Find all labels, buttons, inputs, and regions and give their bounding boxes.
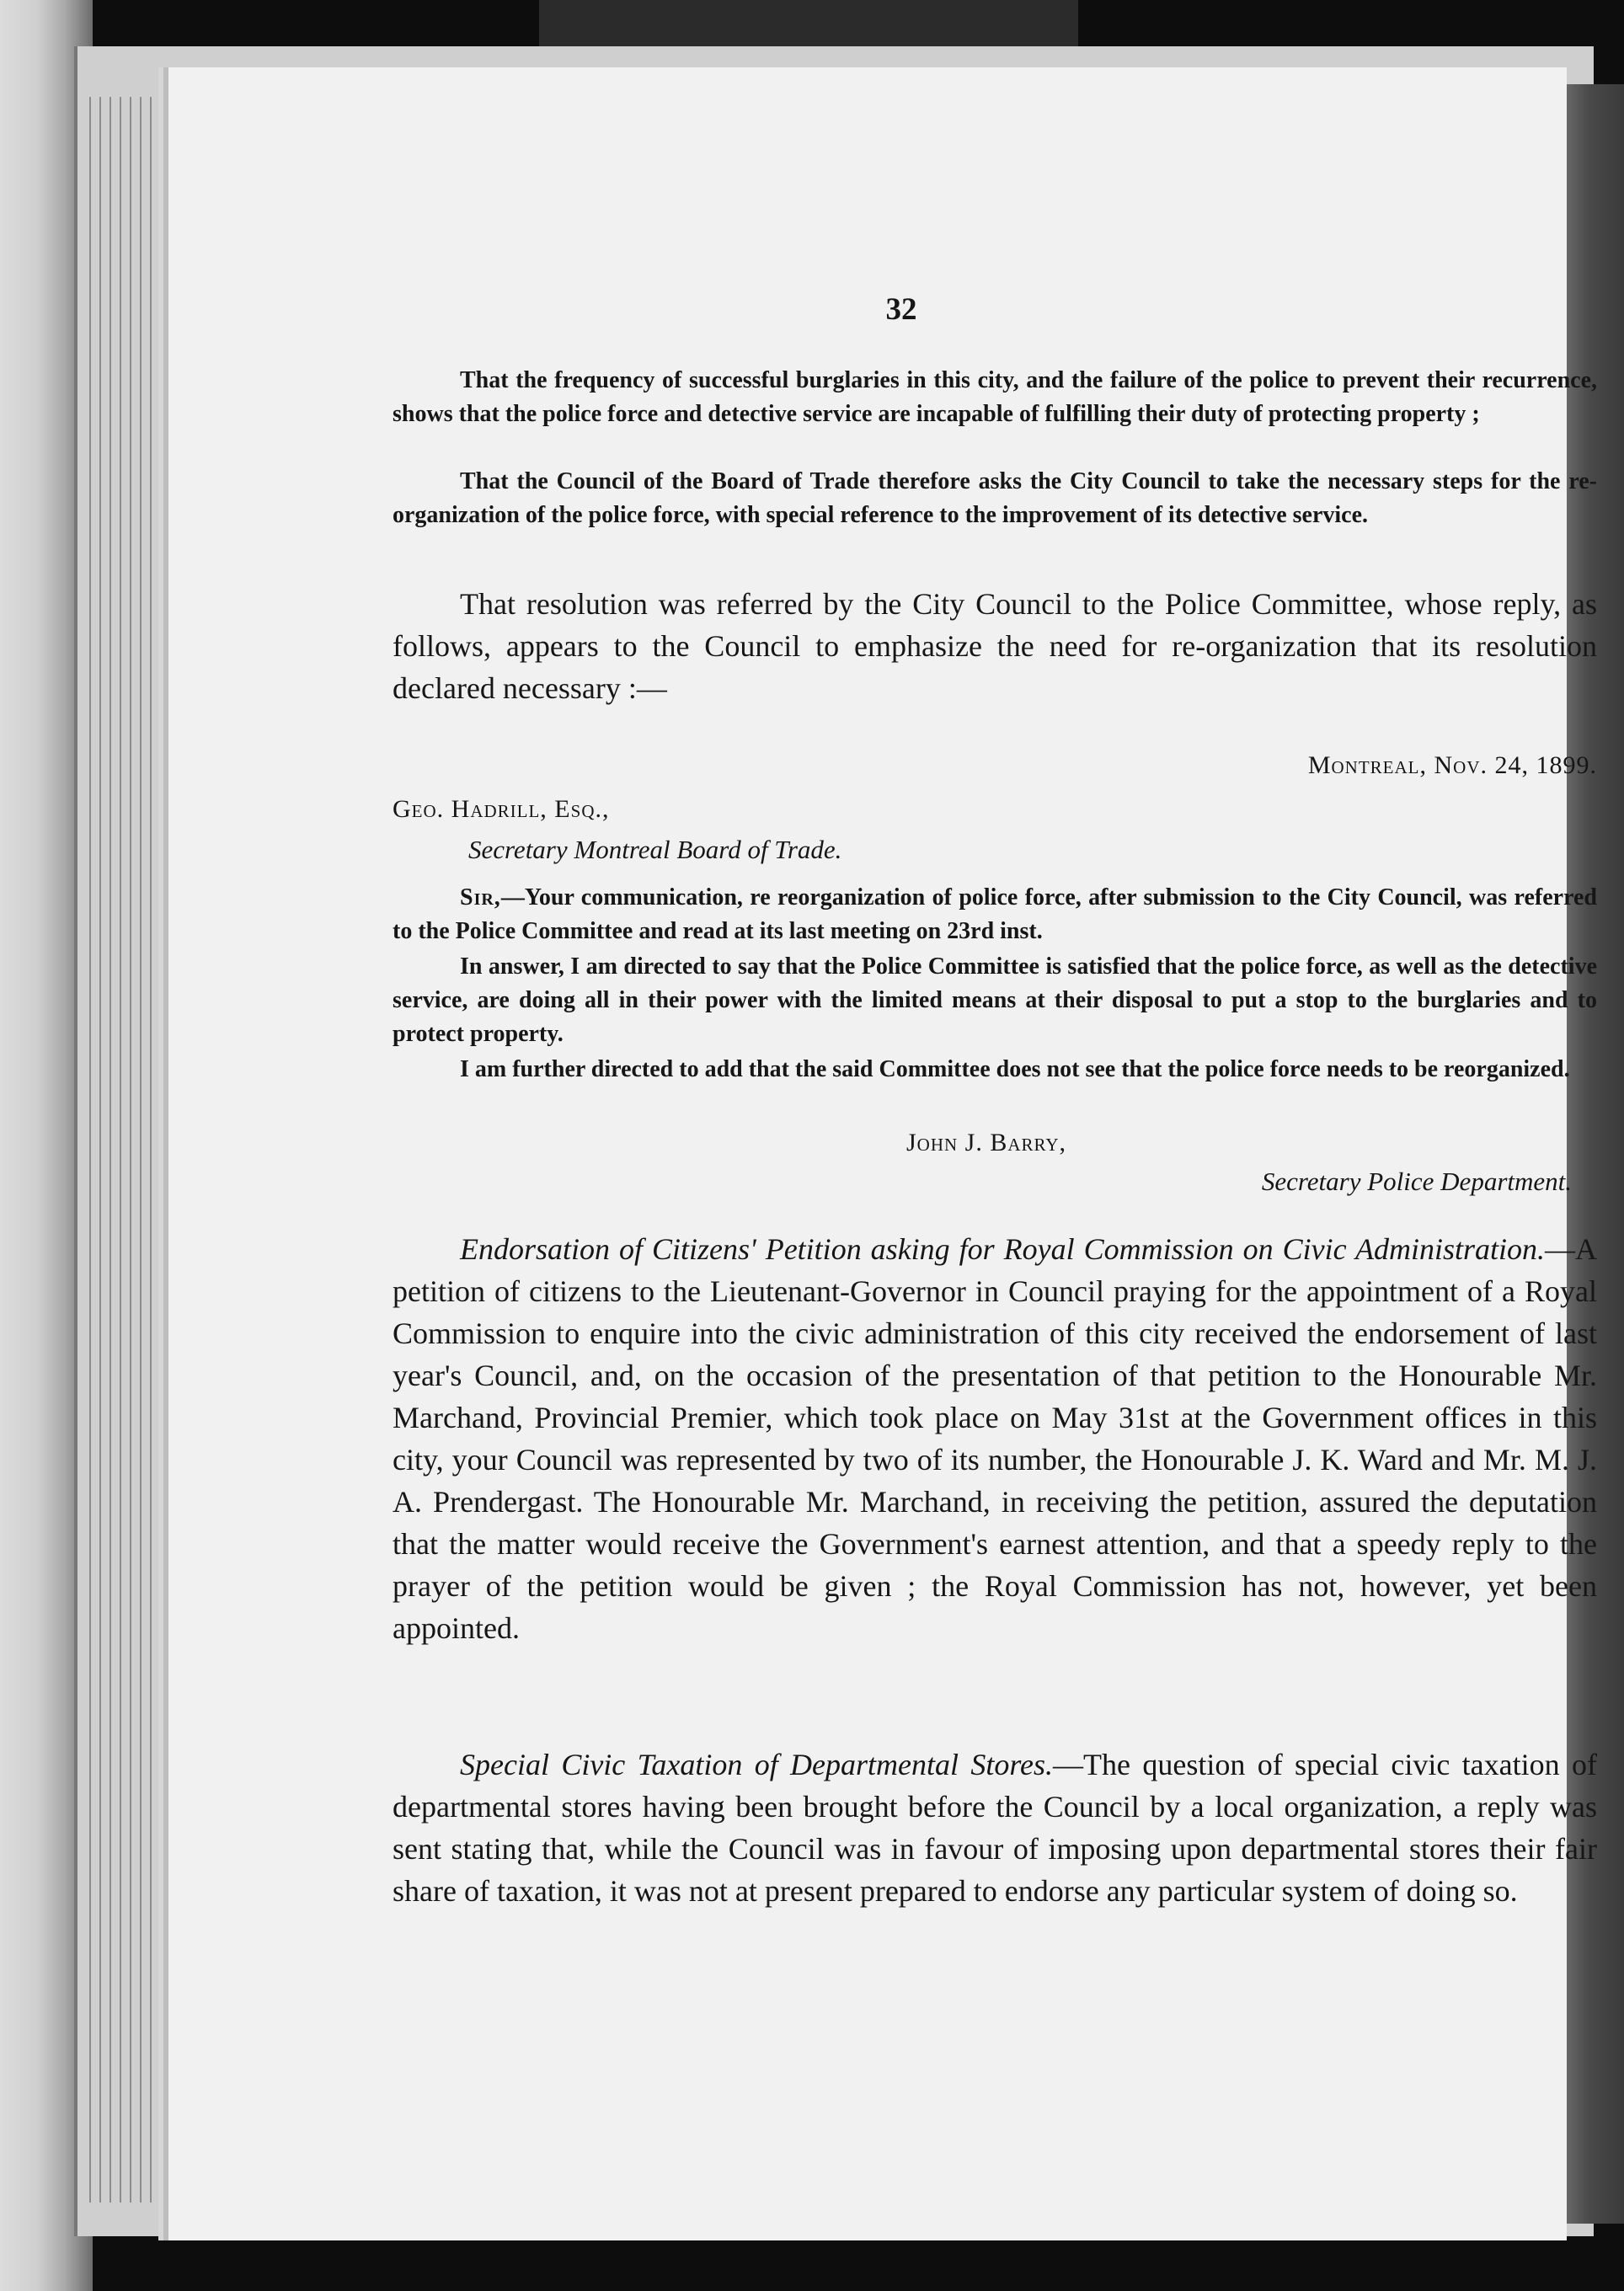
endorsation-section (393, 1228, 1597, 1649)
letter-addressee: Geo. Hadrill, Esq., (393, 795, 610, 823)
letter-dateline: Montreal, Nov. 24, 1899. (1307, 751, 1597, 779)
resolution-paragraph-1: That the frequency of successful burglaries in this city, and the failure of the police to prevent their recurrence, shows that the police force and detective service are incapable of fulfilling their duty of protecting property ; (393, 367, 1597, 427)
taxation-section (393, 1744, 1597, 1912)
page-edge-line (150, 97, 152, 2203)
endorsation-heading: Endorsation of Citizens' Petition asking for Royal Commission on Civic Administration. (460, 1232, 1545, 1266)
document-page (168, 67, 1597, 2240)
taxation-heading: Special Civic Taxation of Departmental Stores. (460, 1748, 1054, 1781)
letter-signer: John J. Barry, (906, 1129, 1067, 1156)
page-edge-line (89, 97, 91, 2203)
page-edge-line (160, 97, 162, 2203)
taxation-text: —The question of special civic taxation of departmental stores having been brought before the Council by a local organization, a reply was sent stating that, while the Council was in favour of imposing upon departmental stores their fair share of taxation, it was not at present prepared to endorse any particular system of doing so. (393, 1748, 1597, 1908)
letter-paragraph-2: In answer, I am directed to say that the Police Committee is satisfied that the police force, as well as the detective service, are doing all in their power with the limited means at their disposal to put a stop to the burglaries and to protect property. (393, 953, 1597, 1047)
page-edge-line (120, 97, 121, 2203)
page-edge-line (130, 97, 131, 2203)
letter-paragraph-1 (393, 881, 1597, 948)
letter-signer-title: Secretary Police Department. (1261, 1167, 1572, 1196)
scanner-top-strip (539, 0, 1078, 49)
endorsation-text: —A petition of citizens to the Lieutenant-Governor in Council praying for the appointment of a Royal Commission to enquire into the civic administration of this city received the endorsement of last year's Council, and, on the occasion of the presentation of that petition to the Honourable Mr. Marchand, Provincial Premier, which took place on May 31st at the Government offices in this city, your Council was represented by two of its number, the Honourable J. K. Ward and Mr. M. J. A. Prendergast. The Honourable Mr. Marchand, in receiving the petition, assured the deputation that the matter would receive the Government's earnest attention, and that a speedy reply to the prayer of the petition would be given ; the Royal Commission has not, however, yet been appointed. (393, 1232, 1597, 1645)
resolution-paragraph-2: That the Council of the Board of Trade therefore asks the City Council to take the necessary steps for the re-organization of the police force, with special reference to the improvement of its detective service. (393, 468, 1597, 528)
letter-salutation: Sir, (460, 884, 501, 911)
letter-addressee-title: Secretary Montreal Board of Trade. (468, 835, 842, 864)
letter-paragraph-3: I am further directed to add that the said Committee does not see that the police force needs to be reorganized. (460, 1056, 1570, 1082)
referral-paragraph: That resolution was referred by the City Council to the Police Committee, whose reply, as follows, appears to the Council to emphasize the need for re-organization that its resolution declared necessary :— (393, 587, 1597, 705)
page-edge-line (99, 97, 101, 2203)
page-number: 32 (885, 292, 917, 327)
page-edge-line (140, 97, 142, 2203)
page-edge-line (110, 97, 111, 2203)
letter-paragraph-1-text: —Your communication, re reorganization of police force, after submission to the City Council, was referred to the Police Committee and read at its last meeting on 23rd inst. (393, 884, 1597, 944)
